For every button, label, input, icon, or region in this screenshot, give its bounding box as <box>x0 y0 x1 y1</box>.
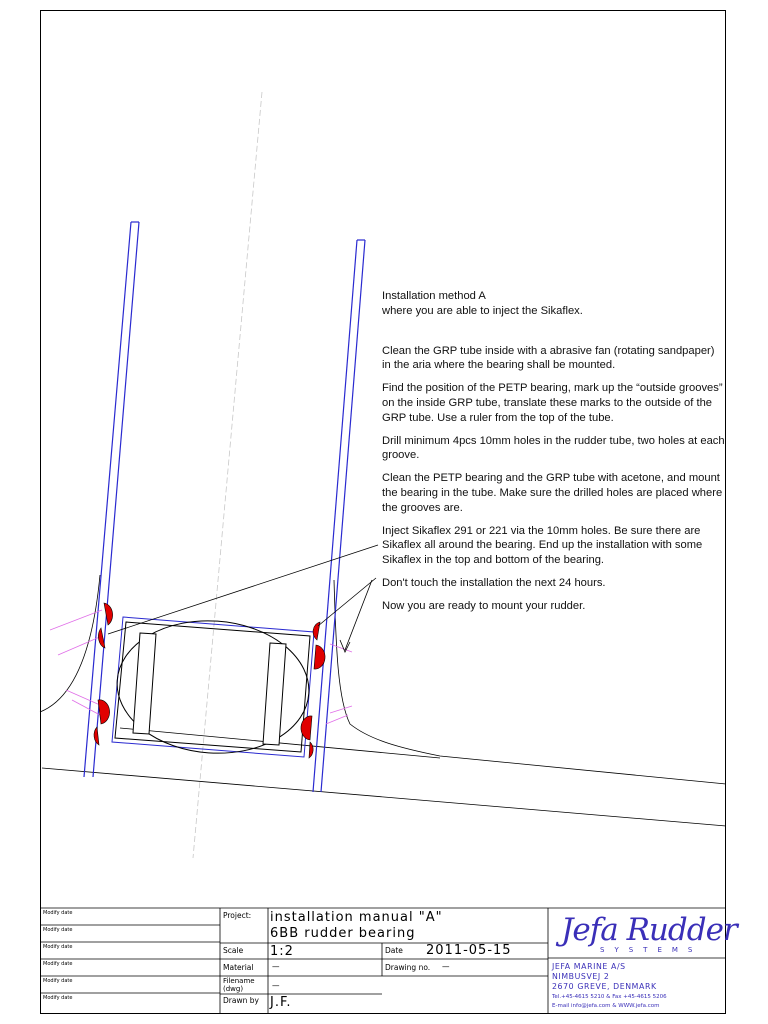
step-2: Find the position of the PETP bearing, mark up the “outside grooves” on the inside GRP tube, translate these marks to the outside of the GRP tube. Use a ruler from the top of the tube. <box>382 382 723 424</box>
jefa-rudder-logo: Jefa Rudder <box>561 912 737 948</box>
scale-value: 1:2 <box>270 944 294 959</box>
modify-date-6: Modify date <box>43 995 73 1001</box>
company-street: NIMBUSVEJ 2 <box>552 972 610 981</box>
step-3: Drill minimum 4pcs 10mm holes in the rudder tube, two holes at each groove. <box>382 434 725 462</box>
company-phone: Tel.+45-4615 5210 & Fax +45-4615 5206 <box>552 994 667 1000</box>
drawn-by-value: J.F. <box>270 995 292 1010</box>
company-name: JEFA MARINE A/S <box>552 962 626 971</box>
drawn-by-label: Drawn by <box>223 996 259 1005</box>
modify-date-3: Modify date <box>43 944 73 950</box>
sikaflex-sealant <box>94 603 325 758</box>
installation-notes <box>382 289 726 622</box>
date-value: 2011-05-15 <box>426 943 512 958</box>
step-1: Clean the GRP tube inside with a abrasive fan (rotating sandpaper) in the aria where the bearing shall be mounted. <box>382 344 715 372</box>
hull-bottom-line <box>42 768 726 826</box>
step-4: Clean the PETP bearing and the GRP tube with acetone, and mount the bearing in the tube. Make sure the drilled holes are placed where the grooves are. <box>382 472 723 514</box>
modify-date-4: Modify date <box>43 961 73 967</box>
project-label: Project: <box>223 911 252 920</box>
notes-subheading: where you are able to inject the Sikaflex. <box>382 304 583 317</box>
drawing-no-label: Drawing no. <box>385 963 431 972</box>
material-value: — <box>272 962 280 971</box>
filename-value: — <box>272 981 280 990</box>
drawing-no-value: — <box>442 962 450 971</box>
modify-date-2: Modify date <box>43 927 73 933</box>
sealant-guide-lines <box>50 610 352 724</box>
modify-date-5: Modify date <box>43 978 73 984</box>
notes-heading: Installation method A <box>382 290 486 302</box>
step-5: Inject Sikaflex 291 or 221 via the 10mm holes. Be sure there are Sikaflex all around the bearing. End up the installation with some Sikaflex in the top and bottom of the bearing. <box>382 524 703 566</box>
modify-date-1: Modify date <box>43 910 73 916</box>
construction-line <box>193 92 262 858</box>
step-7: Now you are ready to mount your rudder. <box>382 600 586 612</box>
company-web: E-mail info@jefa.com & WWW.jefa.com <box>552 1003 660 1009</box>
project-line-1: installation manual "A" <box>270 910 443 925</box>
step-6: Don't touch the installation the next 24 hours. <box>382 576 606 589</box>
filename-label: Filename (dwg) <box>223 977 255 993</box>
company-city: 2670 GREVE, DENMARK <box>552 982 657 991</box>
project-line-2: 6BB rudder bearing <box>270 926 416 941</box>
logo-systems: SYSTEMS <box>600 946 703 954</box>
petp-bearing <box>112 614 314 759</box>
material-label: Material <box>223 963 254 972</box>
scale-label: Scale <box>223 946 244 955</box>
date-label: Date <box>385 946 403 955</box>
